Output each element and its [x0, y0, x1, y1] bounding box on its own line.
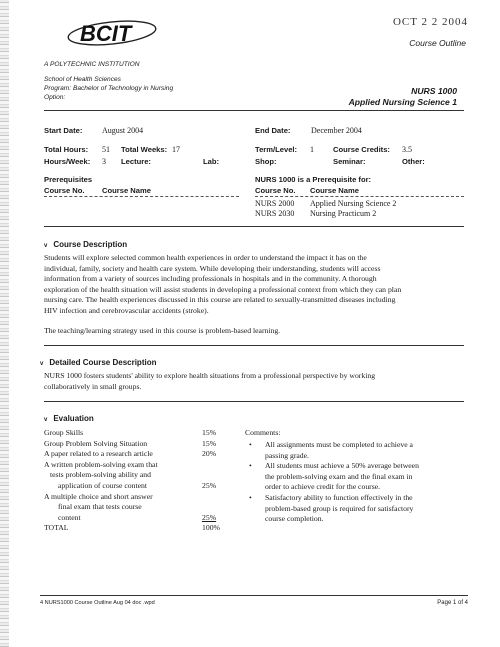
- bullet-icon: •: [249, 440, 252, 449]
- shop-label: Shop:: [255, 157, 277, 166]
- evaluation-row: Group Skills 15%: [44, 428, 217, 437]
- evaluation-row: A paper related to a research article 20%: [44, 449, 217, 459]
- credits-value: 3.5: [402, 145, 412, 154]
- course-title: Applied Nursing Science 1: [348, 97, 457, 107]
- prereq-col-no: Course No.: [44, 186, 85, 195]
- bcit-logo: [60, 14, 160, 50]
- seminar-label: Seminar:: [333, 157, 366, 166]
- comment-item: • Satisfactory ability to function effectively in the problem-based group is required for satisfactory course completion.: [249, 492, 414, 524]
- footer-divider: [40, 595, 468, 596]
- prereq-row-2-no: NURS 2030: [255, 209, 295, 218]
- scan-edge: [0, 0, 9, 647]
- bullet-icon: •: [249, 461, 252, 471]
- other-label: Other:: [402, 157, 425, 166]
- evaluation-row: Group Problem Solving Situation 15%: [44, 438, 217, 448]
- prereq-row-1-name: Applied Nursing Science 2: [310, 199, 397, 208]
- course-description-text: Students will explore selected common health experiences in order to understand the impact it has on the individual, family, society and health care system. While developing their understanding, students will access information from a variety of sources including professionals in hospitals and in the community. A thorough exploration of the health situation will assist students in developing a professional context from which they can plan nursing care. The health experiences discussed in this course are related to sexually-transmitted diseases including HIV infection and cerebrovascular accidents (stroke).: [44, 253, 402, 315]
- evaluation-row: A written problem-solving exam that tests problem-solving ability and application of course content 25%: [44, 459, 217, 490]
- prerequisites-heading: Prerequisites: [44, 175, 93, 184]
- detailed-description-heading: v Detailed Course Description: [40, 358, 157, 367]
- lab-label: Lab:: [203, 157, 220, 166]
- option-label: Option:: [44, 94, 66, 101]
- hours-week-value: 3: [102, 157, 106, 166]
- start-date-label: Start Date:: [44, 126, 83, 135]
- detailed-description-text: NURS 1000 fosters students' ability to explore health situations from a professional perspective by working collaboratively in small groups.: [44, 371, 376, 391]
- evaluation-row: A multiple choice and short answer final exam that tests course content 25%: [44, 491, 217, 522]
- chevron-down-icon: v: [44, 417, 48, 423]
- total-weeks-value: 17: [172, 145, 180, 154]
- prereq-for-divider: [255, 196, 464, 197]
- evaluation-table: [44, 428, 234, 534]
- prereq-for-heading: NURS 1000 is a Prerequisite for:: [255, 175, 372, 184]
- divider: [44, 345, 464, 346]
- total-hours-label: Total Hours:: [44, 145, 89, 154]
- footer-filename: 4 NURS1000 Course Outline Aug 04 doc .wpd: [40, 600, 155, 606]
- course-outline-label: Course Outline: [409, 38, 466, 48]
- end-date-value: December 2004: [311, 126, 362, 135]
- prereq-row-2-name: Nursing Practicum 2: [310, 209, 377, 218]
- chevron-down-icon: v: [44, 243, 48, 249]
- credits-label: Course Credits:: [333, 145, 390, 154]
- divider: [44, 401, 464, 402]
- divider: [44, 110, 464, 111]
- end-date-label: End Date:: [255, 126, 291, 135]
- evaluation-comments-label: Comments:: [245, 428, 281, 437]
- logo-text: BCIT: [80, 21, 132, 46]
- comment-item: • All assignments must be completed to achieve a passing grade.: [249, 440, 413, 460]
- divider: [44, 226, 464, 227]
- evaluation-comments: [249, 440, 419, 525]
- start-date-value: August 2004: [102, 126, 144, 135]
- comment-item: • All students must achieve a 50% average between the problem-solving exam and the final exam in order to achieve credit for the course.: [249, 461, 419, 492]
- term-value: 1: [310, 145, 314, 154]
- evaluation-total-row: TOTAL 100%: [44, 523, 220, 533]
- footer-page-number: Page 1 of 4: [437, 600, 468, 606]
- date-stamp: OCT 2 2 2004: [392, 16, 468, 28]
- course-code: NURS 1000: [411, 86, 457, 96]
- prereq-divider: [44, 196, 239, 197]
- prereq-col-name: Course Name: [102, 186, 151, 195]
- course-description-heading: v Course Description: [44, 240, 128, 249]
- term-label: Term/Level:: [255, 145, 298, 154]
- prereq-row-1-no: NURS 2000: [255, 199, 295, 208]
- total-weeks-label: Total Weeks:: [121, 145, 168, 154]
- evaluation-heading: v Evaluation: [44, 414, 94, 423]
- logo-tagline: A POLYTECHNIC INSTITUTION: [44, 61, 140, 68]
- prereq-for-col-name: Course Name: [310, 186, 359, 195]
- program-name: Program: Bachelor of Technology in Nursing: [44, 85, 174, 92]
- prereq-for-col-no: Course No.: [255, 186, 296, 195]
- bullet-icon: •: [249, 492, 252, 502]
- hours-week-label: Hours/Week:: [44, 157, 91, 166]
- total-hours-value: 51: [102, 145, 110, 154]
- chevron-down-icon: v: [40, 361, 44, 367]
- teaching-strategy-text: The teaching/learning strategy used in this course is problem-based learning.: [44, 326, 281, 335]
- school-name: School of Health Sciences: [44, 76, 121, 83]
- lecture-label: Lecture:: [121, 157, 151, 166]
